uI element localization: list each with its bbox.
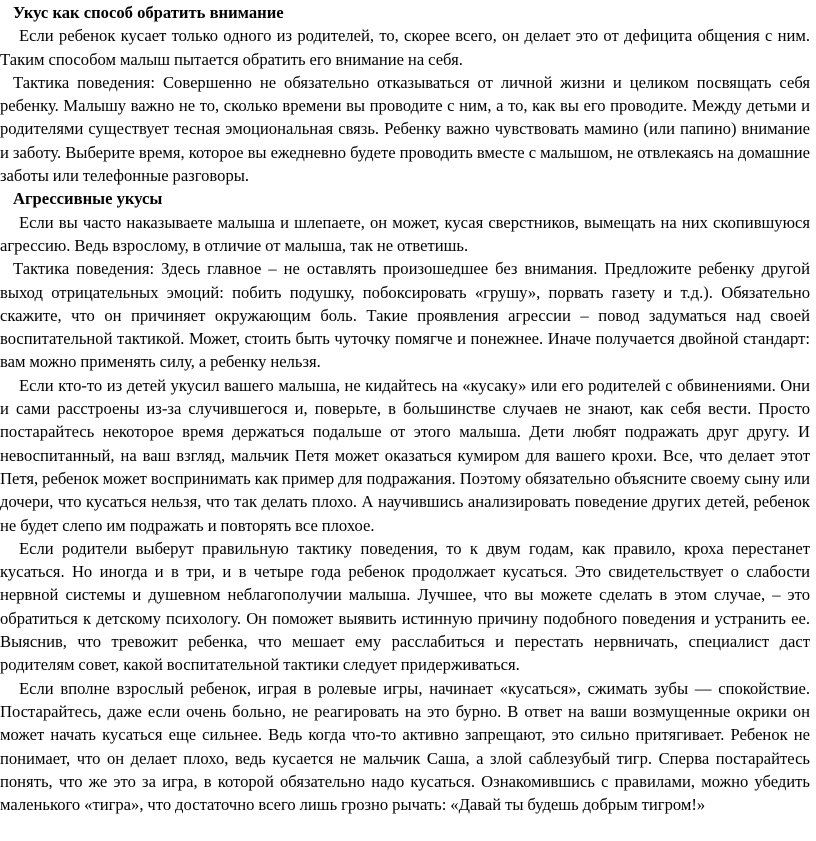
paragraph-bite-attention-cause: Если ребенок кусает только одного из родителей, то, скорее всего, он делает это от дефицита общения с ним. Таким способом малыш пытается обратить его внимание на себя. <box>0 26 810 69</box>
paragraph-role-play-biting: Если вполне взрослый ребенок, играя в ролевые игры, начинает «кусаться», сжимать зубы — спокойствие. Постарайтесь, даже если очень больно, не реагировать на это бурно. В ответ на ваши возмущенные окрики он может начать кусаться еще сильнее. Ведь когда что-то активно запрещают, это сильно притягивает. Ребенок не понимает, что он делает плохо, ведь кусается не мальчик Саша, а злой саблезубый тигр. Сперва постарайтесь понять, что же это за игра, в которой обязательно надо кусаться. Ознакомившись с правилами, можно убедить маленького «тигра», что достаточно всего лишь грозно рычать: «Давай ты будешь добрым тигром!» <box>0 678 810 815</box>
paragraph-aggressive-tactic: Тактика поведения: Здесь главное – не оставлять произошедшее без внимания. Предложите ребенку другой выход отрицательных эмоций: побить подушку, побоксировать «грушу», порвать газету и т.д.). Обязательно скажите, что он причиняет окружающим боль. Такие проявления агрессии – повод задуматься над своей воспитательной тактикой. Может, стоить быть чуточку помягче и понежнее. Иначе получается двойной стандарт: вам можно применять силу, а ребенку нельзя. <box>0 259 810 372</box>
section-heading-aggressive-bites: Агрессивные укусы <box>13 189 163 209</box>
paragraph-bite-attention-tactic: Тактика поведения: Совершенно не обязательно отказываться от личной жизни и целиком посвящать себя ребенку. Малышу важно не то, сколько времени вы проводите с ним, а то, как вы его проводите. Между детьми и родителями существует тесная эмоциональная связь. Ребенку важно чувствовать мамино (или папино) внимание и заботу. Выберите время, которое вы ежедневно будете проводить вместе с малышом, не отвлекаясь на домашние заботы или телефонные разговоры. <box>0 72 810 186</box>
paragraph-correct-tactic: Если родители выберут правильную тактику поведения, то к двум годам, как правило, кроха перестанет кусаться. Но иногда и в три, и в четыре года ребенок продолжает кусаться. Это свидетельствует о слабости нервной системы и душевном неблагополучии малыша. Лучшее, что вы можете сделать в этом случае, – это обратиться к детскому психологу. Он поможет выявить истинную причину подобного поведения и устранить ее. Выяснив, что тревожит ребенка, что мешает ему расслабиться и перестать нервничать, специалист даст родителям совет, какой воспитательной тактики следует придерживаться. <box>0 538 810 675</box>
section-heading-bite-attention: Укус как способ обратить внимание <box>13 3 284 22</box>
paragraph-aggressive-cause: Если вы часто наказываете малыша и шлепаете, он может, кусая сверстников, вымещать на них скопившуюся агрессию. Ведь взрослому, в отличие от малыша, так не ответишь. <box>0 212 810 255</box>
paragraph-other-child-bit: Если кто-то из детей укусил вашего малыша, не кидайтесь на «кусаку» или его родителей с обвинениями. Они и сами расстроены из-за случившегося и, поверьте, в большинстве случаев не знают, как себя вести. Просто постарайтесь некоторое время держаться подальше от этого малыша. Дети любят подражать друг другу. И невоспитанный, на ваш взгляд, мальчик Петя может оказаться кумиром для вашего крохи. Все, что делает этот Петя, ребенок может воспринимать как пример для подражания. Поэтому обязательно объясните своему сыну или дочери, что кусаться нельзя, что так делать плохо. А научившись анализировать поведение других детей, ребенок не будет слепо им подражать и повторять все плохое. <box>0 375 810 535</box>
